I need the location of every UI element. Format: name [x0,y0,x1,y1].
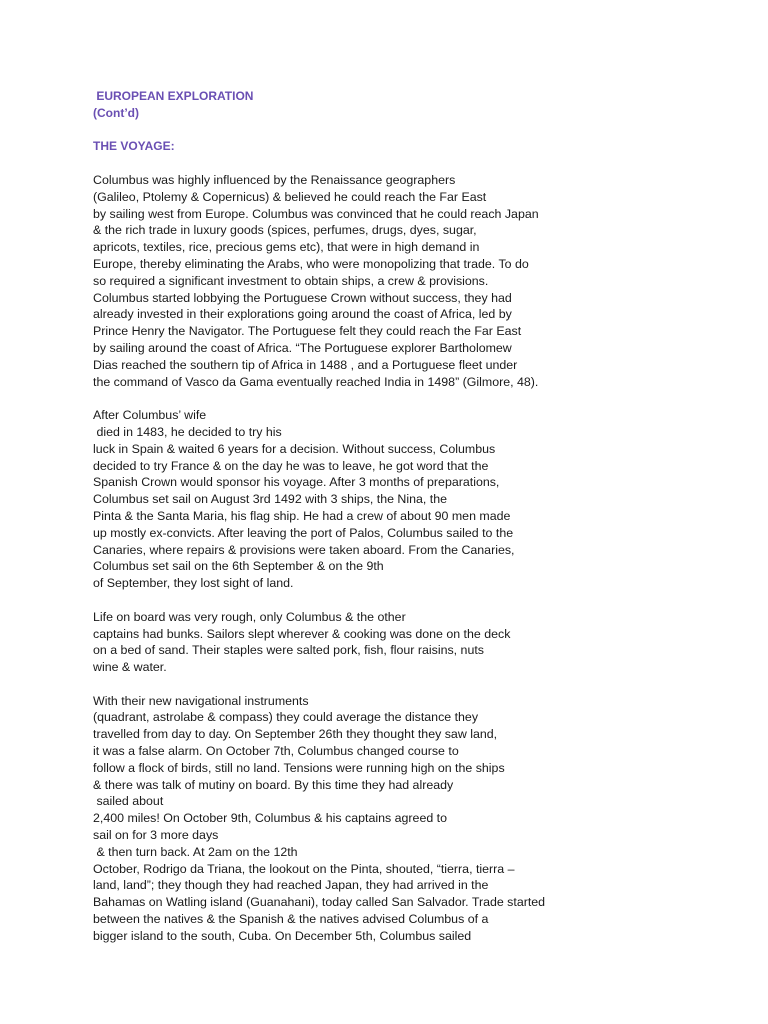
text-line: decided to try France & on the day he was to leave, he got word that the [93,458,489,473]
text-line: follow a flock of birds, still no land. Tensions were running high on the ships [93,760,505,775]
text-line: (quadrant, astrolabe & compass) they could average the distance they [93,710,479,725]
text-line: Europe, thereby eliminating the Arabs, who were monopolizing that trade. To do [93,256,529,271]
text-line: & there was talk of mutiny on board. By this time they had already [93,777,454,792]
text-line: Columbus started lobbying the Portuguese Crown without success, they had [93,290,512,305]
paragraph-spacer [93,676,753,693]
paragraph-spacer [93,390,753,407]
document-title-continued: (Cont’d) [93,105,139,120]
text-line: bigger island to the south, Cuba. On December 5th, Columbus sailed [93,928,472,943]
text-line: between the natives & the Spanish & the natives advised Columbus of a [93,912,489,927]
text-line: & the rich trade in luxury goods (spices, perfumes, drugs, dyes, sugar, [93,223,477,238]
text-line: by sailing around the coast of Africa. “The Portuguese explorer Bartholomew [93,340,512,355]
text-line: already invested in their explorations going around the coast of Africa, led by [93,307,512,322]
text-line: up mostly ex-convicts. After leaving the port of Palos, Columbus sailed to the [93,525,514,540]
text-line: Prince Henry the Navigator. The Portuguese felt they could reach the Far East [93,324,522,339]
text-line: travelled from day to day. On September 26th they thought they saw land, [93,727,498,742]
text-line: Columbus was highly influenced by the Renaissance geographers [93,172,456,187]
text-line: the command of Vasco da Gama eventually reached India in 1498” (Gilmore, 48). [93,374,539,389]
paragraph [93,407,753,592]
text-line: apricots, textiles, rice, precious gems etc), that were in high demand in [93,240,480,255]
paragraph [93,693,753,945]
text-line: so required a significant investment to obtain ships, a crew & provisions. [93,273,489,288]
text-line: (Galileo, Ptolemy & Copernicus) & believed he could reach the Far East [93,189,487,204]
text-line: Spanish Crown would sponsor his voyage. After 3 months of preparations, [93,475,500,490]
text-line: Columbus set sail on August 3rd 1492 with 3 ships, the Nina, the [93,492,448,507]
text-line: by sailing west from Europe. Columbus was convinced that he could reach Japan [93,206,539,221]
document-body [93,88,753,945]
section-heading: THE VOYAGE: [93,139,175,154]
paragraphs-container [93,172,753,945]
text-line: Bahamas on Watling island (Guanahani), today called San Salvador. Trade started [93,895,546,910]
text-line: died in 1483, he decided to try his [93,424,282,439]
text-line: Pinta & the Santa Maria, his flag ship. He had a crew of about 90 men made [93,508,511,523]
text-line: sailed about [93,794,164,809]
text-line: 2,400 miles! On October 9th, Columbus & his captains agreed to [93,811,448,826]
text-line: wine & water. [93,660,167,675]
text-line: October, Rodrigo da Triana, the lookout on the Pinta, shouted, “tierra, tierra – [93,861,515,876]
text-line: With their new navigational instruments [93,693,309,708]
paragraph [93,172,753,390]
text-line: After Columbus’ wife [93,408,207,423]
text-line: land, land”; they though they had reached Japan, they had arrived in the [93,878,489,893]
text-line: it was a false alarm. On October 7th, Columbus changed course to [93,744,459,759]
text-line: Columbus set sail on the 6th September & on the 9th [93,559,384,574]
spacer [93,122,753,139]
paragraph-spacer [93,592,753,609]
document-title: EUROPEAN EXPLORATION [93,89,254,103]
text-line: Dias reached the southern tip of Africa in 1488 , and a Portuguese fleet under [93,357,518,372]
text-line: & then turn back. At 2am on the 12th [93,844,298,859]
text-line: Life on board was very rough, only Columbus & the other [93,609,406,624]
text-line: captains had bunks. Sailors slept wherever & cooking was done on the deck [93,626,511,641]
text-line: luck in Spain & waited 6 years for a decision. Without success, Columbus [93,441,496,456]
text-line: sail on for 3 more days [93,828,219,843]
text-line: Canaries, where repairs & provisions were taken aboard. From the Canaries, [93,542,515,557]
spacer [93,155,753,172]
paragraph [93,609,753,676]
text-line: of September, they lost sight of land. [93,576,294,591]
text-line: on a bed of sand. Their staples were salted pork, fish, flour raisins, nuts [93,643,484,658]
